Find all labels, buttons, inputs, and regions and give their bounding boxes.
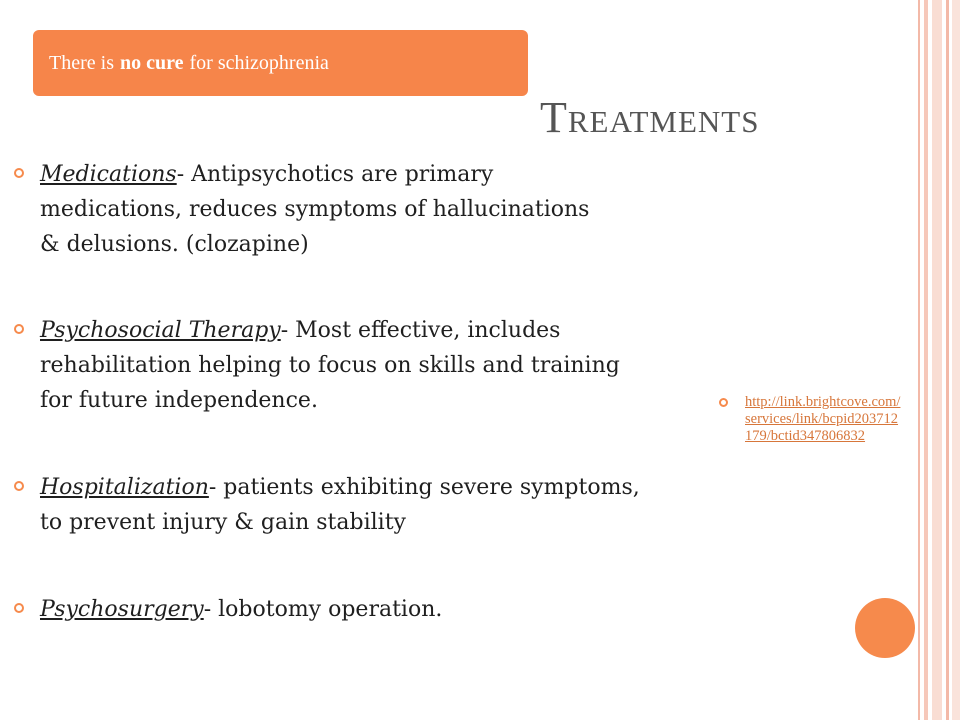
bullet-icon (14, 603, 24, 613)
bullet-hospitalization (40, 470, 650, 540)
decorative-stripe (946, 0, 949, 720)
bullet-text: - Most effective, includes rehabilitation helping to focus on skills and training for future independence. (40, 318, 620, 413)
decorative-circle (855, 598, 915, 658)
bullet-term: Psychosurgery (40, 597, 204, 622)
bullet-term: Psychosocial Therapy (40, 318, 281, 343)
no-cure-callout (33, 30, 528, 96)
bullet-psychosurgery (40, 592, 640, 627)
decorative-stripe (932, 0, 942, 720)
bullet-text: - patients exhibiting severe symptoms, to prevent injury & gain stability (40, 475, 640, 535)
bullet-icon (14, 481, 24, 491)
slide-title: Treatments (540, 93, 760, 142)
decorative-stripe (924, 0, 928, 720)
callout-prefix: There is (49, 51, 114, 74)
bullet-icon (14, 168, 24, 178)
bullet-term: Hospitalization (40, 475, 209, 500)
bullet-text: - lobotomy operation. (203, 597, 443, 622)
callout-suffix: for schizophrenia (189, 51, 329, 74)
bullet-psychosocial-therapy (40, 313, 640, 418)
callout-emphasis: no cure (119, 51, 184, 74)
bullet-icon (719, 398, 728, 407)
bullet-icon (14, 324, 24, 334)
video-link-text[interactable]: http://link.brightcove.com/services/link/bcpid203712179/bctid347806832 (745, 394, 901, 444)
bullet-term: Medications (40, 162, 177, 187)
bullet-text: - Antipsychotics are primary medications, reduces symptoms of hallucinations & delusions. (clozapine) (40, 162, 590, 257)
decorative-stripe (918, 0, 920, 720)
video-link[interactable] (745, 394, 905, 445)
decorative-stripe (952, 0, 960, 720)
bullet-medications (40, 157, 610, 262)
